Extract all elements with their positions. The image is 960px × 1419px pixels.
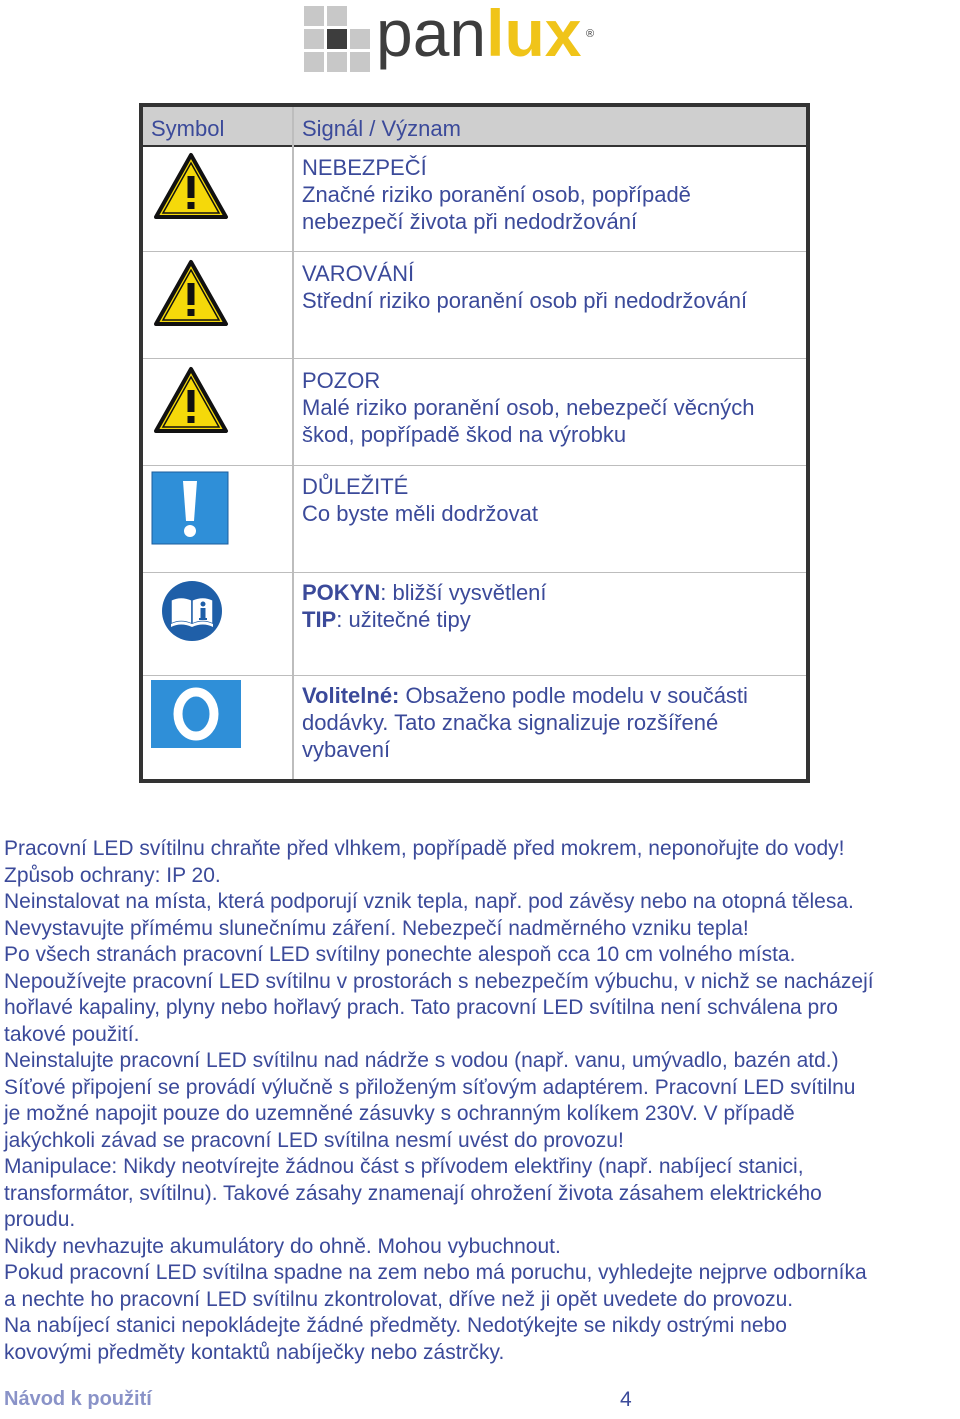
row-caution-text: POZOR Malé riziko poranění osob, nebezpečí věcných škod, popřípadě škod na výrobku bbox=[302, 368, 755, 447]
warning-triangle-icon bbox=[153, 366, 229, 439]
body-line: hořlavé kapaliny, plyny nebo hořlavý prach. Tato pracovní LED svítilna není schválena pro bbox=[4, 996, 838, 1019]
row-hint-text: POKYN: bližší vysvětlení TIP: užitečné tipy bbox=[302, 580, 547, 632]
logo-wordmark: panlux bbox=[376, 0, 582, 70]
body-line: Po všech stranách pracovní LED svítilny ponechte alespoň cca 10 cm volného místa. bbox=[4, 943, 796, 966]
body-line: Neinstalujte pracovní LED svítilnu nad nádrže s vodou (např. vanu, umývadlo, bazén atd.) bbox=[4, 1049, 839, 1072]
body-line: je možné napojit pouze do uzemněné zásuvky s ochranným kolíkem 230V. V případě bbox=[4, 1102, 795, 1125]
header-symbol: Symbol bbox=[151, 116, 225, 141]
symbol-table bbox=[139, 103, 810, 783]
warning-triangle-icon bbox=[153, 152, 229, 225]
body-line: jakýchkoli závad se pracovní LED svítilna nesmí uvést do provozu! bbox=[4, 1128, 624, 1152]
header-signal: Signál / Význam bbox=[302, 116, 461, 141]
body-line: a nechte ho pracovní LED svítilnu zkontrolovat, dříve než ji opět uvedete do provozu. bbox=[4, 1287, 794, 1311]
row-divider bbox=[143, 675, 806, 676]
body-line: kovovými předměty kontaktů nabíječky nebo zástrčky. bbox=[4, 1340, 505, 1364]
body-line: Pracovní LED svítilnu chraňte před vlhkem, popřípadě před mokrem, neponořujte do vody! bbox=[4, 837, 845, 860]
optional-o-icon bbox=[151, 680, 241, 753]
body-line: takové použití. bbox=[4, 1022, 140, 1046]
row-optional-text: Volitelné: Obsaženo podle modelu v součásti dodávky. Tato značka signalizuje rozšířené vybavení bbox=[302, 683, 748, 762]
body-line: transformátor, svítilnu). Takové zásahy znamenají ohrožení života zásahem elektrického bbox=[4, 1181, 822, 1205]
row-warning-text: VAROVÁNÍ Střední riziko poranění osob při nedodržování bbox=[302, 261, 748, 313]
row-divider bbox=[143, 465, 806, 466]
body-line: Pokud pracovní LED svítilna spadne na zem nebo má poruchu, vyhledejte nejprve odborníka bbox=[4, 1261, 867, 1284]
safety-instructions bbox=[4, 836, 960, 1366]
manual-info-icon bbox=[161, 580, 223, 647]
row-important-text: DŮLEŽITÉ Co byste měli dodržovat bbox=[302, 474, 538, 526]
row-divider bbox=[143, 572, 806, 573]
registered-mark: ® bbox=[586, 28, 595, 40]
body-line: proudu. bbox=[4, 1208, 76, 1231]
warning-triangle-icon bbox=[153, 259, 229, 332]
panlux-logo bbox=[304, 0, 604, 80]
table-header bbox=[143, 107, 806, 147]
row-danger-text: NEBEZPEČÍ Značné riziko poranění osob, popřípadě nebezpečí života při nedodržování bbox=[302, 155, 691, 234]
page-number: 4 bbox=[620, 1388, 632, 1411]
body-line: Způsob ochrany: IP 20. bbox=[4, 863, 221, 887]
body-line: Na nabíjecí stanici nepokládejte žádné předměty. Nedotýkejte se nikdy ostrými nebo bbox=[4, 1314, 787, 1337]
body-line: Nevystavujte přímému slunečnímu záření. Nebezpečí nadměrného vzniku tepla! bbox=[4, 916, 749, 940]
row-divider bbox=[143, 358, 806, 359]
footer-title: Návod k použití bbox=[4, 1388, 152, 1410]
logo-squares-mark bbox=[304, 6, 372, 74]
body-line: Neinstalovat na místa, která podporují vznik tepla, např. pod závěsy nebo na otopná tělesa. bbox=[4, 890, 854, 913]
body-line: Síťové připojení se provádí výlučně s přiloženým síťovým adaptérem. Pracovní LED svítilnu bbox=[4, 1075, 856, 1099]
body-line: Nikdy nevhazujte akumulátory do ohně. Mohou vybuchnout. bbox=[4, 1234, 561, 1258]
body-line: Manipulace: Nikdy neotvírejte žádnou část s přívodem elektřiny (např. nabíjecí stanici, bbox=[4, 1155, 804, 1178]
exclamation-blue-icon bbox=[151, 471, 229, 550]
column-divider bbox=[292, 107, 294, 779]
body-line: Nepoužívejte pracovní LED svítilnu v prostorách s nebezpečím výbuchu, v nichž se nacházejí bbox=[4, 969, 874, 993]
row-divider bbox=[143, 251, 806, 252]
